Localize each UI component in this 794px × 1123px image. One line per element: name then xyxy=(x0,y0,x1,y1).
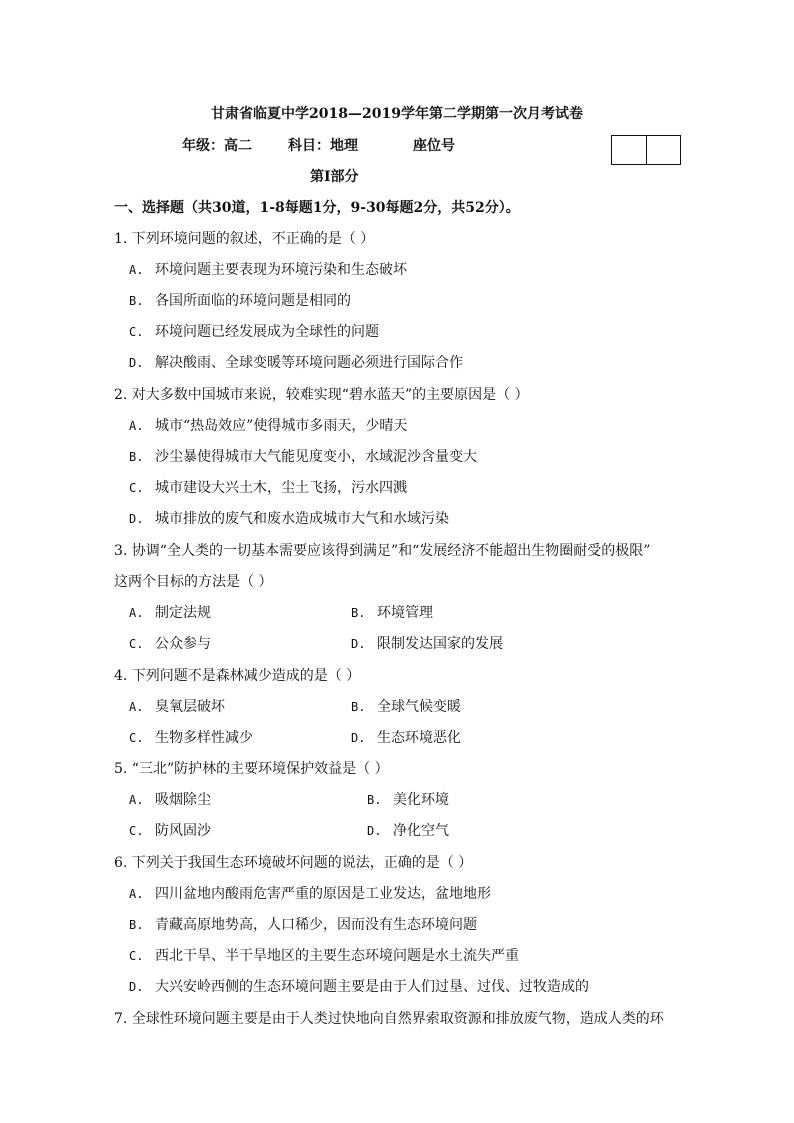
question-3-option-c: C. 公众参与 xyxy=(129,636,211,652)
question-4-option-a: A. 臭氧层破坏 xyxy=(129,699,225,715)
question-6-option-c: C. 西北干旱、半干旱地区的主要生态环境问题是水土流失严重 xyxy=(129,948,519,964)
question-3-option-d: D. 限制发达国家的发展 xyxy=(351,636,503,652)
section-heading: 一、选择题（共30道，1-8每题1分，9-30每题2分，共52分）。 xyxy=(114,200,520,216)
question-5-option-a: A. 吸烟除尘 xyxy=(129,792,211,808)
subject-label: 科目：地理 xyxy=(288,138,358,154)
question-2-stem: 2. 对大多数中国城市来说，较难实现“碧水蓝天”的主要原因是（ ） xyxy=(114,387,529,403)
question-1-option-b: B. 各国所面临的环境问题是相同的 xyxy=(129,293,351,309)
part-heading: 第Ⅰ部分 xyxy=(310,169,359,185)
question-2-option-d: D. 城市排放的废气和废水造成城市大气和水域污染 xyxy=(129,511,449,527)
question-6-option-b: B. 青藏高原地势高，人口稀少，因而没有生态环境问题 xyxy=(129,917,477,933)
question-7-stem: 7. 全球性环境问题主要是由于人类过快地向自然界索取资源和排放废气物，造成人类的环 xyxy=(114,1011,664,1027)
question-6-stem: 6. 下列关于我国生态环境破坏问题的说法，正确的是（ ） xyxy=(114,855,473,871)
question-6-option-d: D. 大兴安岭西侧的生态环境问题主要是由于人们过垦、过伐、过牧造成的 xyxy=(129,979,589,995)
question-5-option-d: D. 净化空气 xyxy=(367,823,449,839)
question-4-option-c: C. 生物多样性减少 xyxy=(129,730,253,746)
question-5-option-b: B. 美化环境 xyxy=(367,792,449,808)
question-3-option-a: A. 制定法规 xyxy=(129,605,211,621)
question-5-option-c: C. 防风固沙 xyxy=(129,823,211,839)
question-1-option-c: C. 环境问题已经发展成为全球性的问题 xyxy=(129,324,379,340)
seat-number-cell-1[interactable] xyxy=(612,136,646,164)
question-3-stem: 3. 协调“全人类的一切基本需要应该得到满足”和“发展经济不能超出生物圈耐受的极限” xyxy=(114,543,651,559)
question-2-option-c: C. 城市建设大兴土木，尘土飞扬，污水四溅 xyxy=(129,480,407,496)
question-5-stem: 5. “三北”防护林的主要环境保护效益是（ ） xyxy=(114,761,389,777)
question-3-option-b: B. 环境管理 xyxy=(351,605,433,621)
question-1-option-a: A. 环境问题主要表现为环境污染和生态破坏 xyxy=(129,262,407,278)
seat-number-cell-2[interactable] xyxy=(646,136,681,164)
grade-label: 年级：高二 xyxy=(182,138,252,154)
seat-number-box[interactable] xyxy=(611,135,681,165)
question-4-option-d: D. 生态环境恶化 xyxy=(351,730,461,746)
question-2-option-b: B. 沙尘暴使得城市大气能见度变小，水域泥沙含量变大 xyxy=(129,449,477,465)
question-4-stem: 4. 下列问题不是森林减少造成的是（ ） xyxy=(114,668,361,684)
question-3-stem-continued: 这两个目标的方法是（ ） xyxy=(114,574,273,590)
question-6-option-a: A. 四川盆地内酸雨危害严重的原因是工业发达，盆地地形 xyxy=(129,886,491,902)
question-2-option-a: A. 城市“热岛效应”使得城市多雨天，少晴天 xyxy=(129,418,408,434)
exam-title: 甘肃省临夏中学2018—2019学年第二学期第一次月考试卷 xyxy=(211,106,583,122)
seat-number-label: 座位号 xyxy=(413,138,455,154)
question-4-option-b: B. 全球气候变暖 xyxy=(351,699,461,715)
question-1-stem: 1. 下列环境问题的叙述，不正确的是（ ） xyxy=(114,231,375,247)
question-1-option-d: D. 解决酸雨、全球变暖等环境问题必须进行国际合作 xyxy=(129,355,463,371)
